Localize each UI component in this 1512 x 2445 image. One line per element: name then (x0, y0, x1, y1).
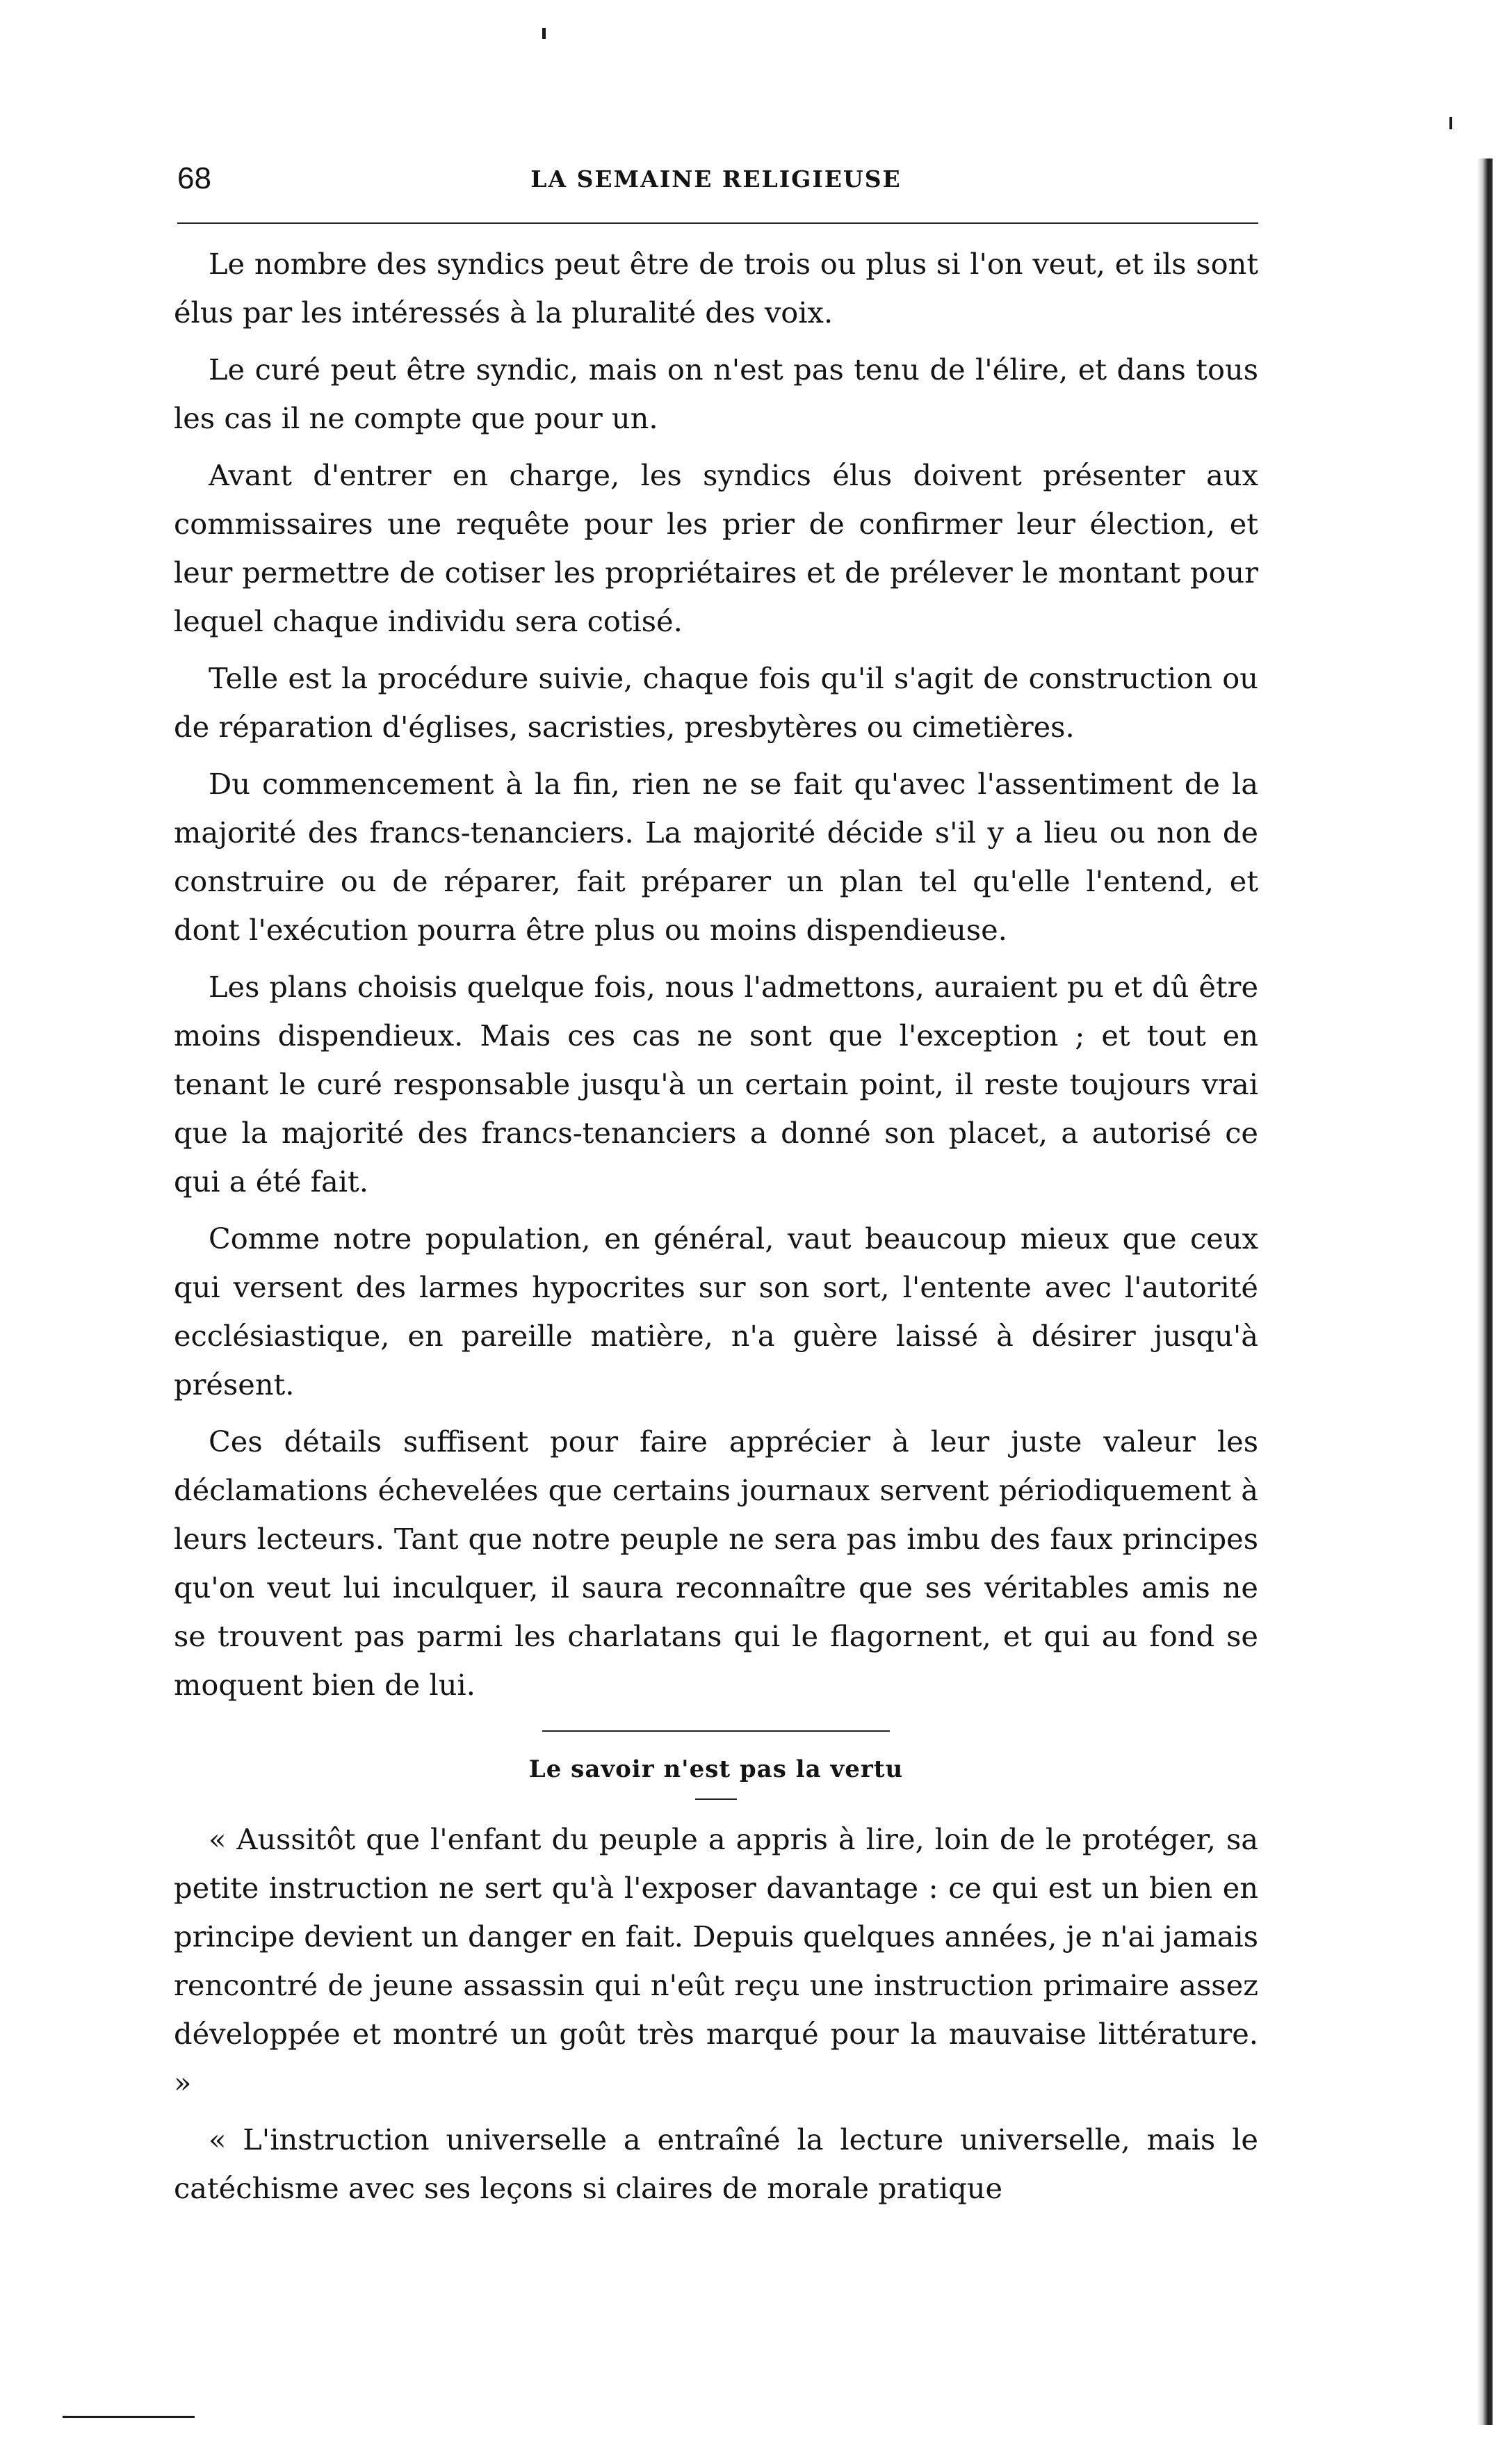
scan-binding-edge (1477, 159, 1493, 2425)
scan-speck (542, 28, 546, 39)
quote-paragraph: « L'instruction universelle a entraîné la lecture universelle, mais le catéchisme avec ses leçons si claires de morale pratique (174, 2122, 1258, 2205)
paragraph: Comme notre population, en général, vaut beaucoup mieux que ceux qui versent des larmes hypocrites sur son sort, l'entente avec l'autorité ecclésiastique, en pareille matière, n'a guère laissé à désirer jusqu'à présent. (174, 1221, 1258, 1402)
header-rule (177, 222, 1258, 224)
running-title: LA SEMAINE RELIGIEUSE (530, 165, 902, 193)
page-number: 68 (177, 161, 211, 195)
paragraph: Ces détails suffisent pour faire apprécier à leur juste valeur les déclamations échevelées que certains journaux servent périodiquement à leurs lecteurs. Tant que notre peuple ne sera pas imbu des faux principes qu'on veut lui inculquer, il saura reconnaître que ses véritables amis ne se trouvent pas parmi les charlatans qui le flagornent, et qui au fond se moquent bien de lui. (174, 1424, 1258, 1702)
article-section (174, 1730, 1258, 2213)
paragraph: Du commencement à la fin, rien ne se fait qu'avec l'assentiment de la majorité des francs-tenanciers. La majorité décide s'il y a lieu ou non de construire ou de réparer, fait préparer un plan tel qu'elle l'entend, et dont l'exécution pourra être plus ou moins dispendieuse. (174, 767, 1258, 947)
scan-speck (1449, 117, 1452, 129)
page-header (174, 161, 1258, 203)
body-text (174, 240, 1258, 2221)
paragraph: Telle est la procédure suivie, chaque fois qu'il s'agit de construction ou de réparation d'églises, sacristies, presbytères ou cimetières. (174, 661, 1258, 744)
title-dash (695, 1798, 737, 1800)
quote-paragraph: « Aussitôt que l'enfant du peuple a appris à lire, loin de le protéger, sa petite instruction ne sert qu'à l'exposer davantage : ce qui est un bien en principe devient un danger en fait. Depuis quelques années, je n'ai jamais rencontré de jeune assassin qui n'eût reçu une instruction primaire assez développée et montré un goût très marqué pour la mauvaise littérature. » (174, 1822, 1258, 2099)
section-divider (542, 1730, 890, 1732)
scan-speck (63, 2416, 195, 2418)
paragraph: Le nombre des syndics peut être de trois ou plus si l'on veut, et ils sont élus par les intéressés à la pluralité des voix. (174, 247, 1258, 330)
section-title: Le savoir n'est pas la vertu (528, 1755, 904, 1783)
paragraph: Les plans choisis quelque fois, nous l'admettons, auraient pu et dû être moins dispendieux. Mais ces cas ne sont que l'exception ; et tout en tenant le curé responsable jusqu'à un certain point, il reste toujours vrai que la majorité des francs-tenanciers a donné son placet, a autorisé ce qui a été fait. (174, 970, 1258, 1199)
paragraph: Le curé peut être syndic, mais on n'est pas tenu de l'élire, et dans tous les cas il ne compte que pour un. (174, 352, 1258, 435)
paragraph: Avant d'entrer en charge, les syndics élus doivent présenter aux commissaires une requête pour les prier de confirmer leur élection, et leur permettre de cotiser les propriétaires et de prélever le montant pour lequel chaque individu sera cotisé. (174, 458, 1258, 638)
